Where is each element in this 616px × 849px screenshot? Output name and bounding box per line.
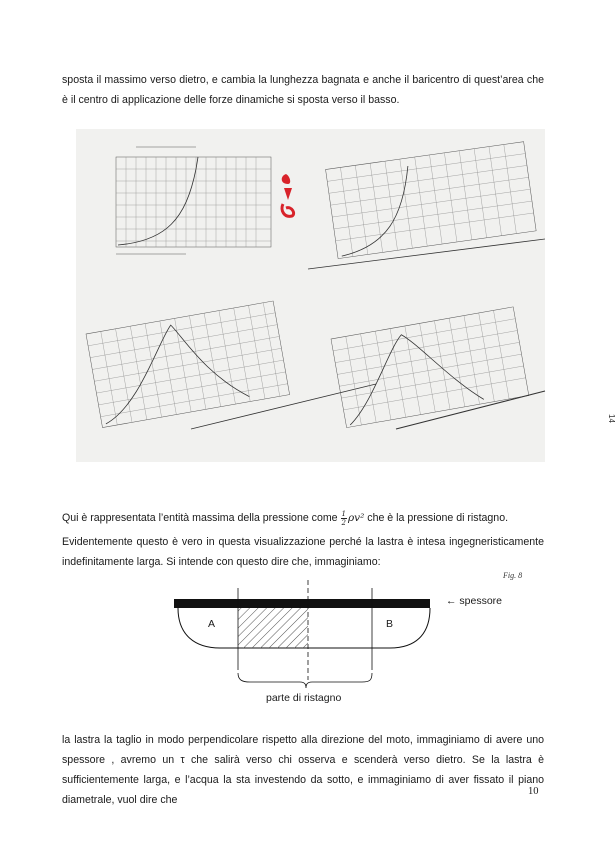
label-parte-di-ristagno: parte di ristagno [266, 692, 342, 704]
stagnation-pressure-formula: $\frac{1}{2}$ ρv² [341, 509, 365, 527]
paragraph-2 [62, 508, 544, 528]
plate-cross-section-diagram [150, 580, 550, 710]
figure-caption: Fig. 8 [503, 571, 523, 580]
paragraph-2-after: che è la pressione di ristagno. [367, 512, 509, 524]
red-annotation-mark [278, 170, 302, 220]
paragraph-4: la lastra la taglio in modo perpendicolare rispetto alla direzione del moto, immaginiamo di avere uno spessore , avremo un τ che salirà verso chi osserva e scenderà verso dietro. Se la lastra è sufficientemente larga, e l’acqua la sta investendo da sotto, e immaginiamo di aver fissato il piano diametrale, vuol dire che [62, 734, 544, 806]
page-number: 10 [528, 786, 539, 797]
paragraph-1: sposta il massimo verso dietro, e cambia la lunghezza bagnata e anche il baricentro di quest’area che è il centro di applicazione delle forze dinamiche si sposta verso il basso. [62, 74, 544, 106]
figure-side-number: 14 [606, 414, 616, 423]
label-b: B [386, 618, 394, 630]
figure-graphs [76, 129, 545, 462]
paragraph-3: Evidentemente questo è vero in questa visualizzazione perché la lastra è intesa ingegneristicamente indefinitamente larga. Si intende con questo dire che, immaginiamo: [62, 536, 544, 568]
label-spessore: ← spessore [446, 595, 503, 607]
paragraph-2-before: Qui è rappresentata l’entità massima della pressione come [62, 512, 338, 524]
formula-fraction: $\frac{1}{2}$ [341, 509, 346, 527]
label-a: A [208, 618, 216, 630]
